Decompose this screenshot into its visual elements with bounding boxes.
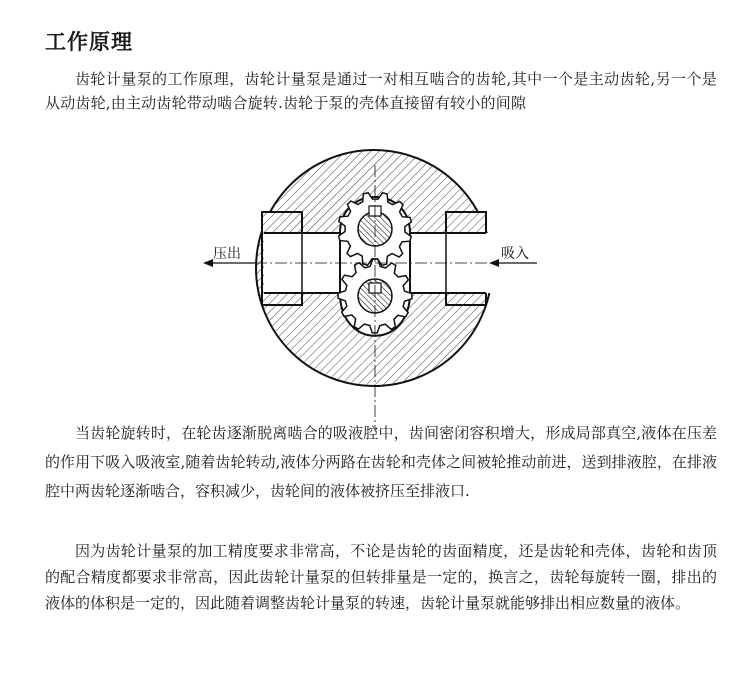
precision-paragraph: 因为齿轮计量泵的加工精度要求非常高，不论是齿轮的齿面精度，还是齿轮和壳体，齿轮和齿顶的配合精度都要求非常高，因此齿轮计量泵的但转排量是一定的，换言之，齿轮每旋转一圈，排出的液体的体积是一定的，因此随着调整齿轮计量泵的转速，齿轮计量泵就能够排出相应数量的液体。 xyxy=(45,542,717,612)
inlet-label: 吸入 xyxy=(501,246,529,262)
outlet-label: 压出 xyxy=(213,246,241,262)
intro-paragraph: 齿轮计量泵的工作原理，齿轮计量泵是通过一对相互啮合的齿轮,其中一个是主动齿轮,另一个是从动齿轮,由主动齿轮带动啮合旋转.齿轮于泵的壳体直接留有较小的间隙 xyxy=(45,70,717,112)
working-paragraph: 当齿轮旋转时，在轮齿逐渐脱离啮合的吸液腔中，齿间密闭容积增大，形成局部真空,液体在压差的作用下吸入吸液室,随着齿轮转动,液体分两路在齿轮和壳体之间被轮推动前进，送到排液腔，在排液腔中两齿轮逐渐啮合，容积减少，齿轮间的液体被挤压至排液口. xyxy=(45,424,717,500)
gear-pump-diagram xyxy=(195,140,575,430)
page-title: 工作原理 xyxy=(45,30,133,54)
